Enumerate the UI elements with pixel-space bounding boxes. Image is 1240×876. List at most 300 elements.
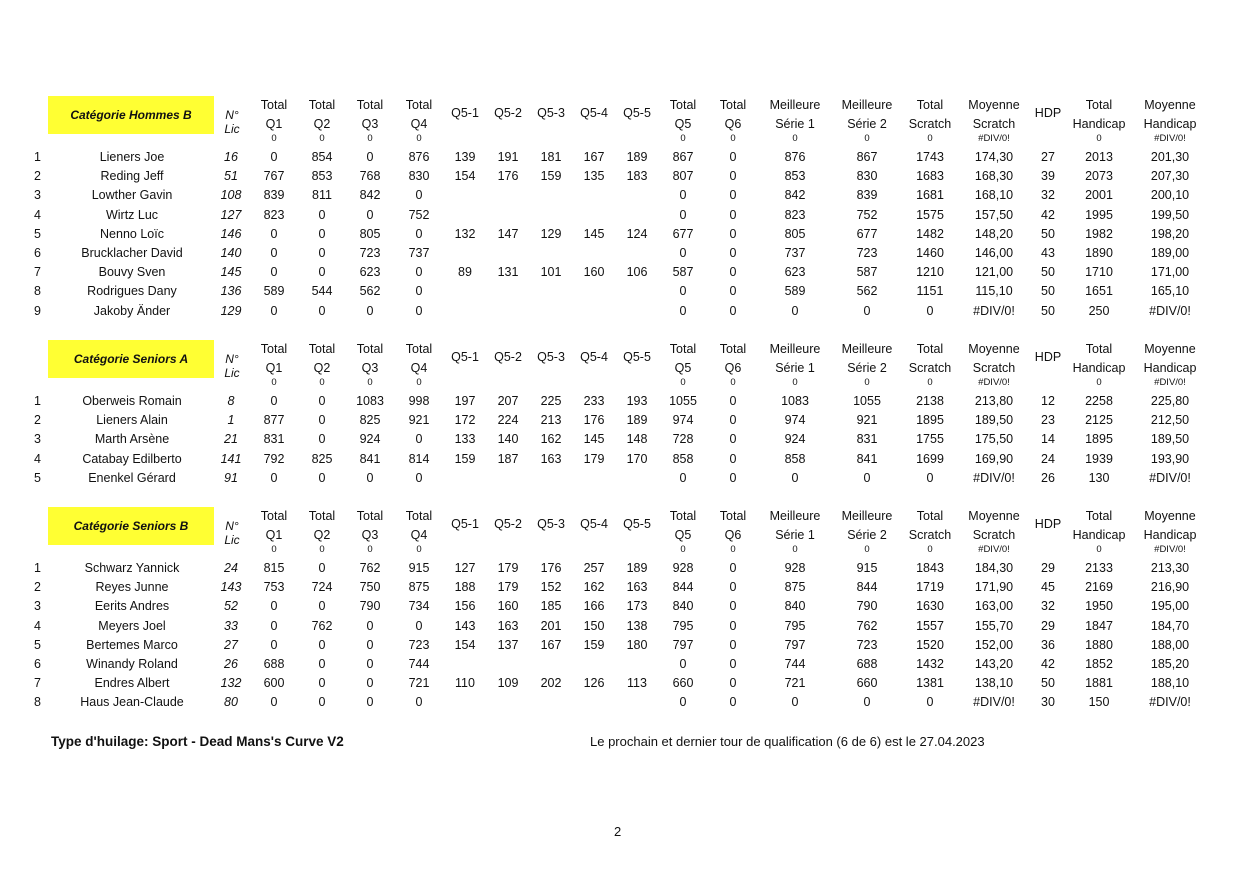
column-header-line1: Moyenne — [1144, 509, 1196, 523]
score-cell: 0 — [729, 470, 737, 485]
column-zero-value: 0 — [416, 544, 422, 555]
player-name-cell: Lieners Alain — [96, 413, 168, 428]
column-header: Q5-2 — [494, 517, 522, 531]
score-cell: #DIV/0! — [1149, 470, 1191, 485]
column-header — [770, 96, 821, 134]
score-cell: 0 — [318, 637, 326, 652]
score-cell: 0 — [318, 226, 326, 241]
table-row — [30, 636, 1210, 655]
score-cell: 0 — [270, 695, 278, 710]
score-cell: 1880 — [1085, 637, 1113, 652]
score-cell: 737 — [408, 245, 430, 260]
score-cell: 0 — [729, 284, 737, 299]
player-name-cell: Rodrigues Dany — [87, 284, 177, 299]
score-cell: 840 — [784, 599, 806, 614]
player-name-cell: Haus Jean-Claude — [80, 695, 184, 710]
score-cell: 811 — [312, 188, 332, 203]
score-cell: 0 — [729, 451, 737, 466]
column-zero-value: #DIV/0! — [1154, 133, 1186, 144]
score-cell: 101 — [540, 265, 562, 280]
score-cell: 1083 — [781, 394, 809, 408]
score-cell: 600 — [263, 676, 285, 691]
column-header-line1: Total — [1085, 98, 1113, 112]
score-cell: 193 — [626, 394, 648, 408]
score-cell: 168,30 — [974, 169, 1014, 184]
score-cell: 589 — [784, 284, 806, 299]
column-header: Q5-5 — [623, 106, 651, 120]
license-number-cell: 132 — [220, 676, 242, 691]
score-cell: 839 — [856, 188, 878, 203]
score-cell: 677 — [672, 226, 694, 241]
score-cell: 0 — [415, 695, 423, 710]
column-zero-value: 0 — [416, 377, 422, 388]
score-cell: 876 — [408, 150, 430, 164]
column-zero-value: 0 — [319, 133, 325, 144]
license-number-cell: 26 — [224, 656, 238, 671]
score-cell: 728 — [672, 432, 694, 447]
score-cell: 189 — [626, 150, 648, 164]
score-cell: 841 — [359, 451, 381, 466]
score-cell: 0 — [729, 303, 737, 318]
score-cell: 797 — [784, 637, 806, 652]
score-cell: 163 — [497, 618, 519, 633]
column-header-line1: Moyenne — [968, 98, 1020, 112]
score-cell: 1847 — [1085, 618, 1113, 633]
player-name-cell: Meyers Joel — [98, 618, 166, 633]
column-header: HDP — [1034, 517, 1062, 531]
score-cell: 825 — [311, 451, 333, 466]
score-cell: 1432 — [916, 656, 944, 671]
column-header — [261, 96, 287, 134]
score-cell: 841 — [856, 451, 878, 466]
score-cell: 752 — [408, 207, 430, 222]
score-cell: 2001 — [1085, 188, 1113, 203]
column-header-line1: Total — [719, 98, 747, 112]
score-cell: 0 — [729, 580, 737, 595]
column-header-line2: Scratch — [972, 117, 1016, 131]
score-cell: 867 — [672, 150, 694, 164]
score-cell: 1055 — [853, 394, 881, 408]
score-cell: 0 — [366, 303, 374, 318]
category-label: Catégorie Seniors B — [48, 507, 214, 545]
column-header — [261, 340, 287, 378]
score-cell: 0 — [791, 695, 799, 710]
score-cell: 1843 — [916, 561, 944, 575]
column-header: Q5-1 — [451, 517, 479, 531]
score-cell: 0 — [415, 618, 423, 633]
score-cell: 89 — [458, 265, 472, 280]
score-cell: 0 — [863, 303, 871, 318]
rank-cell: 7 — [34, 265, 41, 280]
license-number-cell: 146 — [220, 226, 242, 241]
score-cell: 0 — [926, 695, 934, 710]
score-cell: 677 — [856, 226, 878, 241]
column-header — [720, 340, 746, 378]
column-header — [1144, 507, 1197, 545]
score-cell: 189 — [626, 413, 648, 428]
score-cell: 168,10 — [974, 188, 1014, 203]
table-row — [30, 617, 1210, 636]
score-cell: 2169 — [1085, 580, 1113, 595]
column-header: Q5-3 — [537, 350, 565, 364]
score-cell: 915 — [856, 561, 878, 575]
score-cell: 131 — [497, 265, 519, 280]
score-cell: 0 — [318, 303, 326, 318]
player-name-cell: Brucklacher David — [81, 245, 183, 260]
column-header — [842, 507, 893, 545]
score-cell: 0 — [729, 169, 737, 184]
column-header — [670, 507, 696, 545]
column-header-line1: Total — [719, 342, 747, 356]
score-cell: 0 — [318, 207, 326, 222]
score-cell: 152 — [540, 580, 562, 595]
score-cell: 768 — [359, 169, 381, 184]
score-cell: 825 — [359, 413, 381, 428]
column-zero-value: 0 — [864, 133, 870, 144]
score-cell: 1743 — [916, 150, 944, 164]
score-cell: 0 — [679, 245, 687, 260]
score-cell: 721 — [784, 676, 806, 691]
column-header-line2: Série 1 — [775, 117, 815, 131]
score-cell: 184,30 — [974, 561, 1014, 575]
column-header: Q5-3 — [537, 106, 565, 120]
score-cell: 0 — [926, 470, 934, 485]
score-cell: 1895 — [916, 413, 944, 428]
table-row — [30, 655, 1210, 674]
column-zero-value: 0 — [864, 544, 870, 555]
score-cell: 24 — [1041, 451, 1055, 466]
score-cell: 110 — [455, 676, 475, 691]
score-cell: 0 — [366, 637, 374, 652]
score-cell: 121,00 — [974, 265, 1014, 280]
score-cell: 184,70 — [1150, 618, 1190, 633]
player-name-cell: Endres Albert — [94, 676, 170, 691]
column-zero-value: 0 — [271, 133, 277, 144]
column-header-line2: Série 2 — [847, 528, 887, 542]
score-cell: 30 — [1041, 695, 1055, 710]
rank-cell: 8 — [34, 695, 41, 710]
score-cell: 0 — [270, 303, 278, 318]
score-cell: 233 — [583, 394, 605, 408]
column-zero-value: 0 — [367, 544, 373, 555]
column-zero-value: #DIV/0! — [978, 133, 1010, 144]
rank-cell: 5 — [34, 637, 41, 652]
score-cell: 29 — [1041, 618, 1055, 633]
page-number: 2 — [614, 824, 622, 839]
player-name-cell: Nenno Loïc — [100, 226, 164, 241]
column-header-line2: Handicap — [1072, 117, 1126, 131]
column-header-line1: Total — [719, 509, 747, 523]
player-name-cell: Oberweis Romain — [82, 394, 182, 408]
score-cell: 0 — [729, 656, 737, 671]
score-cell: 50 — [1041, 676, 1055, 691]
column-header — [842, 96, 893, 134]
column-header: Q5-4 — [580, 106, 608, 120]
score-cell: 0 — [366, 470, 374, 485]
column-zero-value: #DIV/0! — [978, 544, 1010, 555]
score-cell: 39 — [1041, 169, 1055, 184]
score-cell: 0 — [318, 394, 326, 408]
license-number-cell: 52 — [224, 599, 238, 614]
score-cell: 212,50 — [1150, 413, 1190, 428]
column-header: Q5-3 — [537, 517, 565, 531]
column-zero-value: #DIV/0! — [1154, 377, 1186, 388]
score-cell: 1210 — [916, 265, 944, 280]
score-cell: 50 — [1041, 303, 1055, 318]
score-cell: 1890 — [1085, 245, 1113, 260]
score-cell: 998 — [408, 394, 430, 408]
score-cell: 0 — [679, 470, 687, 485]
column-header — [309, 340, 335, 378]
score-cell: 737 — [784, 245, 806, 260]
score-cell: 1719 — [916, 580, 944, 595]
license-number-cell: 141 — [220, 451, 242, 466]
score-cell: 815 — [263, 561, 285, 575]
score-cell: 189 — [626, 561, 648, 575]
score-cell: 183 — [626, 169, 648, 184]
score-cell: 26 — [1041, 470, 1055, 485]
score-cell: 723 — [359, 245, 381, 260]
score-cell: 854 — [311, 150, 333, 164]
column-header-line2: Scratch — [972, 528, 1016, 542]
score-cell: 185,20 — [1150, 656, 1190, 671]
score-cell: 2258 — [1085, 394, 1113, 408]
column-header — [670, 340, 696, 378]
score-cell: 0 — [270, 150, 278, 164]
license-number-cell: 108 — [220, 188, 242, 203]
score-cell: 1482 — [916, 226, 944, 241]
score-cell: 0 — [270, 226, 278, 241]
license-number-cell: 140 — [220, 245, 242, 260]
rank-cell: 3 — [34, 188, 41, 203]
score-cell: 173 — [626, 599, 648, 614]
table-row — [30, 282, 1210, 301]
column-header-line1: Total — [669, 98, 697, 112]
score-cell: 0 — [318, 599, 326, 614]
score-cell: 0 — [729, 561, 737, 575]
score-cell: 138 — [626, 618, 648, 633]
score-cell: 753 — [263, 580, 285, 595]
column-header — [968, 340, 1019, 378]
score-cell: 139 — [454, 150, 476, 164]
column-zero-value: 0 — [864, 377, 870, 388]
column-header-line1: Meilleure — [841, 98, 893, 112]
score-cell: 0 — [270, 394, 278, 408]
score-cell: 154 — [454, 169, 476, 184]
column-header-line2: Série 2 — [847, 361, 887, 375]
score-cell: 1852 — [1085, 656, 1113, 671]
column-header — [1144, 340, 1197, 378]
score-cell: 805 — [359, 226, 381, 241]
column-header — [1144, 96, 1197, 134]
rank-cell: 6 — [34, 656, 41, 671]
score-cell: 42 — [1041, 656, 1055, 671]
score-cell: 166 — [583, 599, 605, 614]
rank-cell: 5 — [34, 226, 41, 241]
score-cell: 0 — [926, 303, 934, 318]
score-cell: 790 — [856, 599, 878, 614]
score-cell: 159 — [583, 637, 605, 652]
table-header — [30, 340, 1210, 392]
rank-cell: 4 — [34, 451, 41, 466]
column-zero-value: 0 — [416, 133, 422, 144]
score-cell: 167 — [583, 150, 605, 164]
score-cell: 165,10 — [1150, 284, 1190, 299]
column-zero-value: 0 — [792, 133, 798, 144]
score-cell: 0 — [270, 618, 278, 633]
score-cell: 126 — [583, 676, 605, 691]
category-section — [30, 340, 1210, 488]
player-name-cell: Enenkel Gérard — [88, 470, 176, 485]
score-cell: 0 — [415, 265, 423, 280]
column-header — [406, 96, 432, 134]
score-cell: 36 — [1041, 637, 1055, 652]
column-header-line1: Total — [356, 509, 384, 523]
column-header — [770, 340, 821, 378]
score-cell: 1651 — [1085, 284, 1113, 299]
score-cell: 132 — [454, 226, 476, 241]
column-header-line2: Série 1 — [775, 361, 815, 375]
score-cell: 257 — [583, 561, 605, 575]
score-cell: #DIV/0! — [1149, 303, 1191, 318]
score-cell: 823 — [263, 207, 285, 222]
score-cell: 176 — [497, 169, 519, 184]
rank-cell: 1 — [34, 150, 41, 164]
score-cell: 159 — [540, 169, 562, 184]
column-header — [406, 340, 432, 378]
table-row — [30, 597, 1210, 616]
score-cell: 721 — [408, 676, 430, 691]
score-cell: 146,00 — [974, 245, 1014, 260]
score-cell: 877 — [263, 413, 285, 428]
column-header-line2: Q5 — [674, 528, 692, 542]
column-header — [968, 96, 1019, 134]
column-zero-value: 0 — [680, 133, 686, 144]
column-header-line2: Q3 — [361, 361, 379, 375]
license-number-cell: 143 — [220, 580, 242, 595]
column-header: Q5-2 — [494, 350, 522, 364]
score-cell: 172 — [454, 413, 476, 428]
score-cell: 179 — [583, 451, 605, 466]
score-cell: 188 — [454, 580, 476, 595]
score-cell: 187 — [497, 451, 519, 466]
column-header-line2: Q5 — [674, 117, 692, 131]
score-cell: 150 — [1088, 695, 1110, 710]
score-cell: 844 — [856, 580, 878, 595]
column-header — [309, 507, 335, 545]
score-cell: 792 — [263, 451, 285, 466]
license-number-cell: 136 — [220, 284, 242, 299]
score-cell: 0 — [415, 226, 423, 241]
score-cell: 145 — [583, 226, 605, 241]
table-row — [30, 392, 1210, 411]
player-name-cell: Reyes Junne — [95, 580, 169, 595]
column-zero-value: 0 — [730, 377, 736, 388]
score-cell: 179 — [497, 580, 519, 595]
category-section — [30, 507, 1210, 713]
column-zero-value: #DIV/0! — [1154, 544, 1186, 555]
score-cell: 1381 — [916, 676, 944, 691]
score-cell: 152,00 — [974, 637, 1014, 652]
score-cell: 109 — [497, 676, 519, 691]
score-cell: 915 — [408, 561, 430, 575]
score-cell: 169,90 — [974, 451, 1014, 466]
score-cell: 0 — [679, 656, 687, 671]
score-cell: 181 — [540, 150, 562, 164]
score-cell: 797 — [672, 637, 694, 652]
score-cell: 225,80 — [1150, 394, 1190, 408]
score-cell: 858 — [672, 451, 694, 466]
score-cell: 195,00 — [1150, 599, 1190, 614]
score-cell: 154 — [454, 637, 476, 652]
rank-cell: 1 — [34, 561, 41, 575]
score-cell: 767 — [263, 169, 285, 184]
next-round-note: Le prochain et dernier tour de qualification (6 de 6) est le 27.04.2023 — [590, 734, 985, 749]
score-cell: 0 — [729, 226, 737, 241]
column-header: Q5-2 — [494, 106, 522, 120]
score-cell: 0 — [679, 188, 687, 203]
score-cell: 0 — [318, 695, 326, 710]
score-cell: 660 — [856, 676, 878, 691]
score-cell: 0 — [729, 245, 737, 260]
rank-cell: 3 — [34, 599, 41, 614]
rank-cell: 5 — [34, 470, 41, 485]
rank-cell: 4 — [34, 618, 41, 633]
column-zero-value: 0 — [927, 377, 933, 388]
column-zero-value: 0 — [271, 377, 277, 388]
score-cell: 562 — [359, 284, 381, 299]
score-cell: 844 — [672, 580, 694, 595]
score-cell: 135 — [583, 169, 605, 184]
license-header: N° Lic — [224, 108, 240, 136]
score-cell: 43 — [1041, 245, 1055, 260]
score-cell: 189,50 — [974, 413, 1014, 428]
score-cell: 734 — [408, 599, 430, 614]
column-header — [357, 507, 383, 545]
column-header-line1: Total — [669, 342, 697, 356]
score-cell: 145 — [583, 432, 605, 447]
score-cell: 1575 — [916, 207, 944, 222]
column-header-line2: Scratch — [908, 528, 952, 542]
score-cell: 50 — [1041, 284, 1055, 299]
column-header-line1: Moyenne — [1144, 98, 1196, 112]
score-cell: 201,30 — [1150, 150, 1190, 164]
license-number-cell: 8 — [227, 394, 235, 408]
table-row — [30, 674, 1210, 693]
license-number-cell: 127 — [220, 207, 242, 222]
score-cell: 1460 — [916, 245, 944, 260]
category-label: Catégorie Hommes B — [48, 96, 214, 134]
score-cell: 143 — [454, 618, 476, 633]
score-cell: 2133 — [1085, 561, 1113, 575]
score-cell: 170 — [626, 451, 648, 466]
score-cell: 795 — [672, 618, 694, 633]
score-cell: 148,20 — [974, 226, 1014, 241]
score-cell: 762 — [856, 618, 878, 633]
column-header-line2: Handicap — [1143, 361, 1197, 375]
column-header-line1: Total — [356, 98, 384, 112]
score-cell: 32 — [1041, 599, 1055, 614]
score-cell: 0 — [318, 470, 326, 485]
score-cell: 723 — [408, 637, 430, 652]
score-cell: 193,90 — [1150, 451, 1190, 466]
table-row — [30, 225, 1210, 244]
score-cell: 723 — [856, 245, 878, 260]
column-header-line1: Total — [916, 509, 944, 523]
column-header-line1: Total — [260, 509, 288, 523]
player-name-cell: Wirtz Luc — [105, 207, 159, 222]
score-cell: 12 — [1041, 394, 1055, 408]
